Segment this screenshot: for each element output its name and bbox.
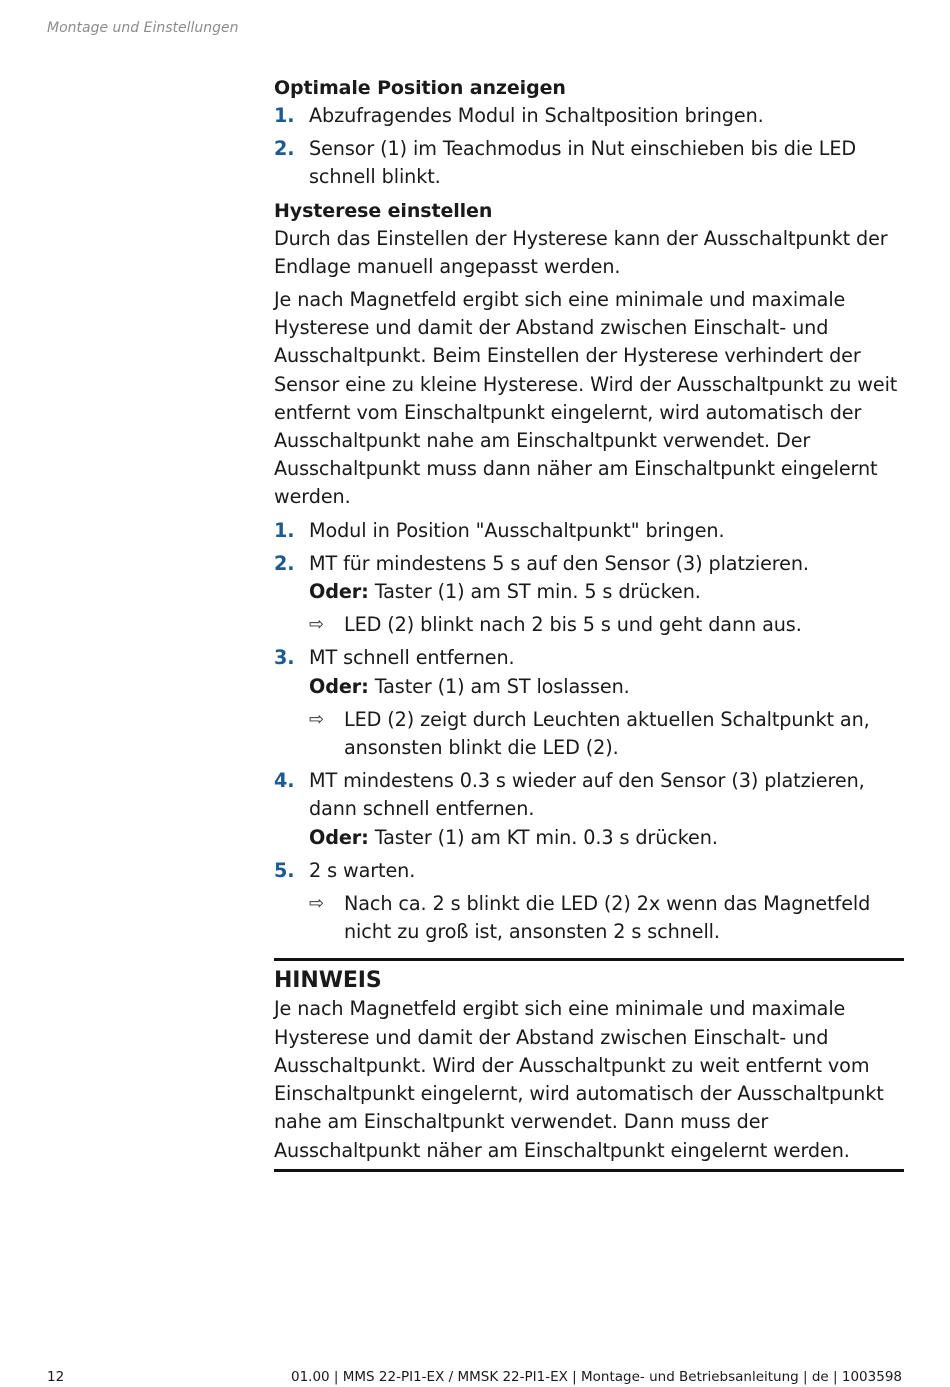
oder-text: Taster (1) am ST min. 5 s drücken. bbox=[368, 580, 701, 604]
list-item bbox=[274, 644, 904, 762]
result-text: LED (2) blinkt nach 2 bis 5 s und geht dann aus. bbox=[344, 613, 802, 637]
optimal-position-steps bbox=[274, 102, 904, 192]
hysterese-steps bbox=[274, 517, 904, 947]
notice-title: HINWEIS bbox=[274, 968, 382, 994]
step-number: 2. bbox=[274, 551, 295, 575]
step-number: 1. bbox=[274, 518, 295, 542]
page-number: 12 bbox=[47, 1369, 65, 1385]
notice-text: Je nach Magnetfeld ergibt sich eine minimale und maximale Hysterese und damit der Abstand zwischen Einschalt- und Ausschaltpunkt. Wird der Ausschaltpunkt zu weit entfernt vom Einschaltpunkt eingelernt, wird automatisch der Ausschaltpunkt nahe am Einschaltpunkt verwendet. Dann muss der Ausschaltpunkt näher am Einschaltpunkt eingelernt werden. bbox=[274, 997, 884, 1162]
heading-hysterese: Hysterese einstellen bbox=[274, 199, 493, 222]
document-reference: 01.00 | MMS 22-PI1-EX / MMSK 22-PI1-EX | Montage- und Betriebsanleitung | de | 1003598 bbox=[290, 1369, 902, 1385]
step-text: Modul in Position "Ausschaltpunkt" bringen. bbox=[309, 518, 725, 542]
oder-text: Taster (1) am ST loslassen. bbox=[368, 674, 630, 698]
step-result bbox=[309, 890, 904, 946]
oder-label: Oder: bbox=[309, 580, 369, 604]
step-result bbox=[309, 611, 904, 639]
step-text: 2 s warten. bbox=[309, 858, 416, 882]
paragraph: Je nach Magnetfeld ergibt sich eine minimale und maximale Hysterese und damit der Abstand zwischen Einschalt- und Ausschaltpunkt. Beim Einstellen der Hysterese verhindert der Sensor eine zu kleine Hysterese. Wird der Ausschaltpunkt zu weit entfernt vom Einschaltpunkt eingelernt, wird automatisch der Ausschaltpunkt nahe am Einschaltpunkt verwendet. Der Ausschaltpunkt muss dann näher am Einschaltpunkt eingelernt werden. bbox=[274, 288, 898, 509]
notice-box bbox=[274, 958, 904, 1171]
arrow-right-outline-icon: ⇨ bbox=[309, 893, 324, 915]
step-number: 3. bbox=[274, 646, 295, 670]
list-item bbox=[274, 550, 904, 640]
step-number: 2. bbox=[274, 137, 295, 161]
step-number: 1. bbox=[274, 104, 295, 127]
step-result bbox=[309, 706, 904, 762]
list-item bbox=[274, 102, 904, 130]
paragraph: Durch das Einstellen der Hysterese kann der Ausschaltpunkt der Endlage manuell angepasst werden. bbox=[274, 226, 888, 278]
running-head: Montage und Einstellungen bbox=[47, 20, 239, 36]
heading-optimal-position: Optimale Position anzeigen bbox=[274, 77, 566, 99]
list-item bbox=[274, 517, 904, 545]
result-text: LED (2) zeigt durch Leuchten aktuellen Schaltpunkt an, ansonsten blinkt die LED (2). bbox=[344, 707, 870, 760]
list-item bbox=[274, 135, 904, 191]
step-number: 5. bbox=[274, 858, 295, 882]
oder-text: Taster (1) am KT min. 0.3 s drücken. bbox=[368, 825, 718, 849]
arrow-right-outline-icon: ⇨ bbox=[309, 708, 324, 730]
step-number: 4. bbox=[274, 769, 295, 793]
list-item bbox=[274, 767, 904, 852]
result-text: Nach ca. 2 s blinkt die LED (2) 2x wenn das Magnetfeld nicht zu groß ist, ansonsten 2 s schnell. bbox=[344, 892, 871, 944]
main-content bbox=[274, 74, 904, 1172]
list-item bbox=[274, 857, 904, 947]
step-text: Sensor (1) im Teachmodus in Nut einschieben bis die LED schnell blinkt. bbox=[309, 137, 857, 189]
oder-label: Oder: bbox=[309, 674, 369, 698]
oder-label: Oder: bbox=[309, 825, 369, 849]
step-text: MT für mindestens 5 s auf den Sensor (3) platzieren. bbox=[309, 551, 809, 575]
arrow-right-outline-icon: ⇨ bbox=[309, 614, 324, 636]
step-text: MT mindestens 0.3 s wieder auf den Sensor (3) platzieren, dann schnell entfernen. bbox=[309, 769, 865, 821]
step-text: MT schnell entfernen. bbox=[309, 646, 515, 670]
step-text: Abzufragendes Modul in Schaltposition bringen. bbox=[309, 104, 764, 127]
